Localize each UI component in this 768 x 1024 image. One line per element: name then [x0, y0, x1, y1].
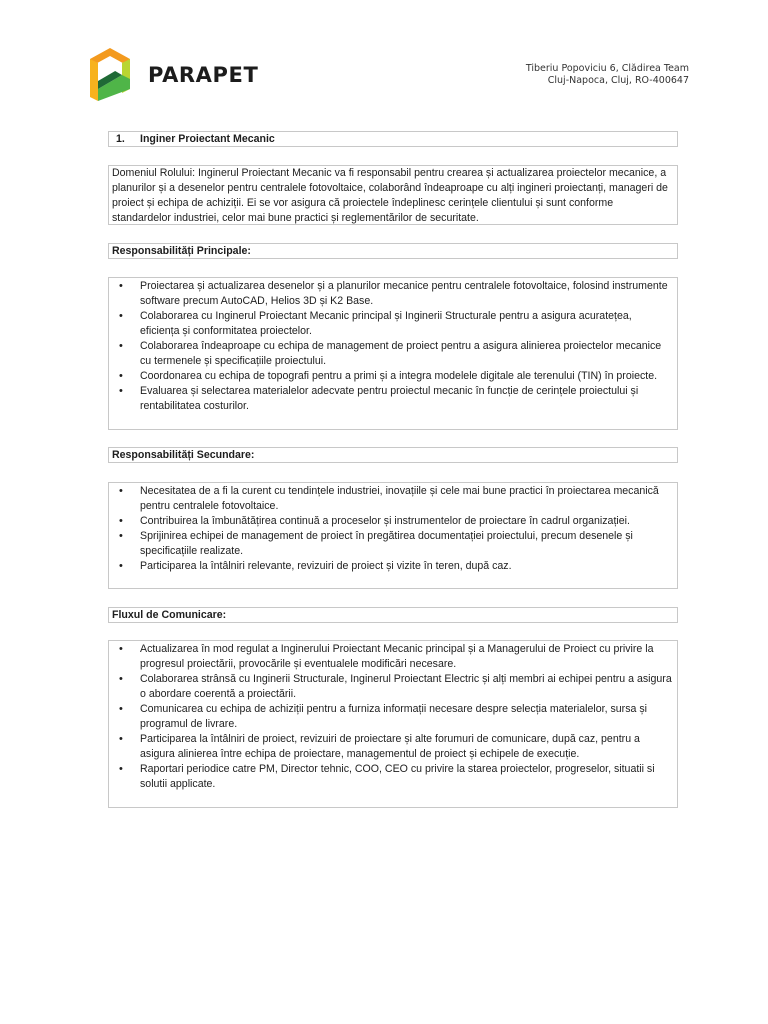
list-item: • Colaborarea strânsă cu Inginerii Structurale, Inginerul Proiectant Electric și alți membri ai echipei pentru a asigura o abordare coerentă a proiectării.	[113, 672, 673, 702]
job-title: Inginer Proiectant Mecanic	[140, 133, 275, 145]
section-list-secondary	[108, 482, 678, 589]
company-address	[526, 63, 689, 87]
list-item: • Participarea la întâlniri relevante, revizuiri de proiect și vizite în teren, după caz.	[113, 559, 673, 574]
list-item: • Contribuirea la îmbunătățirea continuă a proceselor și instrumentelor de proiectare în cadrul organizației.	[113, 514, 673, 529]
job-title-box	[108, 131, 678, 147]
list-item: • Colaborarea îndeaproape cu echipa de management de proiect pentru a asigura alinierea proiectelor mecanice cu termenele și specificațiile proiectului.	[113, 339, 673, 369]
job-title-number: 1.	[116, 133, 125, 145]
section-heading-secondary: Responsabilități Secundare:	[108, 447, 678, 463]
brand-name: PARAPET	[148, 63, 259, 87]
list-item: • Evaluarea și selectarea materialelor adecvate pentru proiectul mecanic în funcție de cerințele proiectului și rentabilitatea costurilor.	[113, 384, 673, 414]
list-item: • Raportari periodice catre PM, Director tehnic, COO, CEO cu privire la starea proiectelor, progreselor, situatii si solutii applicate.	[113, 762, 673, 792]
parapet-logo-icon	[84, 45, 136, 105]
list-item: • Colaborarea cu Inginerul Proiectant Mecanic principal și Inginerii Structurale pentru a asigura acuratețea, eficiența și conformitatea proiectelor.	[113, 309, 673, 339]
list-item: • Participarea la întâlniri de proiect, revizuiri de proiectare și alte forumuri de comunicare, după caz, pentru a asigura alinierea între echipa de proiectare, managementul de proiect și echipele de execuție.	[113, 732, 673, 762]
list-item: • Sprijinirea echipei de management de proiect în pregătirea documentației proiectului, precum desenele și specificațiile realizate.	[113, 529, 673, 559]
address-line-2: Cluj-Napoca, Cluj, RO-400647	[547, 75, 689, 86]
list-item: • Necesitatea de a fi la curent cu tendințele industriei, inovațiile și cele mai bune practici în proiectarea mecanică pentru centralele fotovoltaice.	[113, 484, 673, 514]
address-line-1: Tiberiu Popoviciu 6, Clădirea Team	[525, 63, 689, 74]
section-list-communication	[108, 640, 678, 808]
role-domain-box	[108, 165, 678, 225]
section-heading-principal: Responsabilități Principale:	[108, 243, 678, 259]
list-item: • Actualizarea în mod regulat a Inginerului Proiectant Mecanic principal și a Managerului de Proiect cu privire la progresul proiectării, provocările și eventualele modificări necesare.	[113, 642, 673, 672]
section-list-principal	[108, 277, 678, 430]
section-heading-communication: Fluxul de Comunicare:	[108, 607, 678, 623]
list-item: • Comunicarea cu echipa de achiziții pentru a furniza informații necesare despre selecția materialelor, sursa și programul de livrare.	[113, 702, 673, 732]
list-item: • Proiectarea și actualizarea desenelor și a planurilor mecanice pentru centralele fotovoltaice, folosind instrumente software precum AutoCAD, Helios 3D și K2 Base.	[113, 279, 673, 309]
list-item: • Coordonarea cu echipa de topografi pentru a primi și a integra modelele digitale ale terenului (TIN) în proiecte.	[113, 369, 673, 384]
company-logo	[84, 45, 258, 105]
role-domain-text: Domeniul Rolului: Inginerul Proiectant Mecanic va fi responsabil pentru crearea și actualizarea proiectelor mecanice, a planurilor și a desenelor pentru centralele fotovoltaice, colaborând îndeaproape cu alți ingineri proiectanți, manageri de proiect și echipa de achiziții. Ei se vor asigura că proiectele îndeplinesc cerințele clientului și sunt conforme standardelor industriei, celor mai bune practici și reglementărilor de securitate.	[112, 167, 668, 224]
